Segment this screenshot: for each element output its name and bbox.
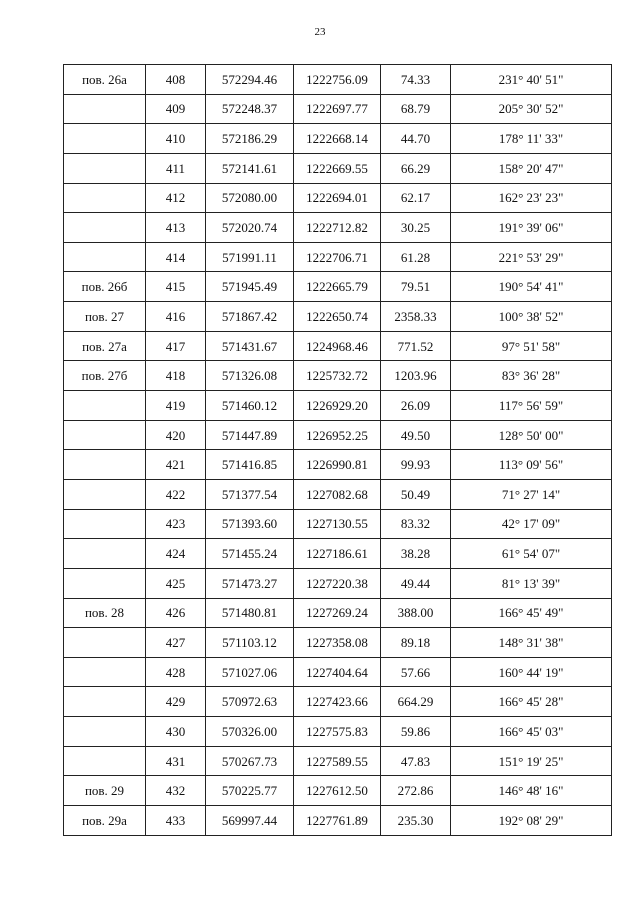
segment-length-cell: 68.79 — [381, 94, 451, 124]
point-number-cell: 424 — [146, 539, 206, 569]
x-coordinate-cell: 571991.11 — [206, 242, 294, 272]
direction-angle-cell: 166° 45' 03" — [451, 717, 612, 747]
y-coordinate-cell: 1227575.83 — [294, 717, 381, 747]
y-coordinate-cell: 1227358.08 — [294, 628, 381, 658]
segment-length-cell: 99.93 — [381, 450, 451, 480]
point-number-cell: 428 — [146, 657, 206, 687]
point-number-cell: 417 — [146, 331, 206, 361]
y-coordinate-cell: 1222665.79 — [294, 272, 381, 302]
table-row — [64, 568, 612, 598]
y-coordinate-cell: 1226929.20 — [294, 391, 381, 421]
point-number-cell: 429 — [146, 687, 206, 717]
turn-label-cell — [64, 628, 146, 658]
x-coordinate-cell: 571455.24 — [206, 539, 294, 569]
direction-angle-cell: 178° 11' 33" — [451, 124, 612, 154]
table-row — [64, 479, 612, 509]
table-row — [64, 302, 612, 332]
segment-length-cell: 79.51 — [381, 272, 451, 302]
point-number-cell: 416 — [146, 302, 206, 332]
table-row — [64, 124, 612, 154]
direction-angle-cell: 162° 23' 23" — [451, 183, 612, 213]
direction-angle-cell: 160° 44' 19" — [451, 657, 612, 687]
point-number-cell: 425 — [146, 568, 206, 598]
table-row — [64, 509, 612, 539]
y-coordinate-cell: 1227269.24 — [294, 598, 381, 628]
x-coordinate-cell: 571945.49 — [206, 272, 294, 302]
point-number-cell: 411 — [146, 153, 206, 183]
point-number-cell: 431 — [146, 746, 206, 776]
x-coordinate-cell: 572080.00 — [206, 183, 294, 213]
point-number-cell: 422 — [146, 479, 206, 509]
y-coordinate-cell: 1222697.77 — [294, 94, 381, 124]
segment-length-cell: 62.17 — [381, 183, 451, 213]
segment-length-cell: 74.33 — [381, 65, 451, 95]
direction-angle-cell: 113° 09' 56" — [451, 450, 612, 480]
segment-length-cell: 83.32 — [381, 509, 451, 539]
segment-length-cell: 664.29 — [381, 687, 451, 717]
table-row — [64, 657, 612, 687]
x-coordinate-cell: 570225.77 — [206, 776, 294, 806]
turn-label-cell — [64, 450, 146, 480]
point-number-cell: 415 — [146, 272, 206, 302]
table-row — [64, 94, 612, 124]
turn-label-cell: пов. 26а — [64, 65, 146, 95]
segment-length-cell: 2358.33 — [381, 302, 451, 332]
direction-angle-cell: 151° 19' 25" — [451, 746, 612, 776]
segment-length-cell: 89.18 — [381, 628, 451, 658]
turn-label-cell: пов. 28 — [64, 598, 146, 628]
direction-angle-cell: 166° 45' 49" — [451, 598, 612, 628]
y-coordinate-cell: 1227220.38 — [294, 568, 381, 598]
direction-angle-cell: 61° 54' 07" — [451, 539, 612, 569]
point-number-cell: 423 — [146, 509, 206, 539]
table-row — [64, 598, 612, 628]
segment-length-cell: 26.09 — [381, 391, 451, 421]
table-row — [64, 450, 612, 480]
table-row — [64, 687, 612, 717]
direction-angle-cell: 71° 27' 14" — [451, 479, 612, 509]
y-coordinate-cell: 1222668.14 — [294, 124, 381, 154]
table-row — [64, 242, 612, 272]
point-number-cell: 427 — [146, 628, 206, 658]
segment-length-cell: 30.25 — [381, 213, 451, 243]
x-coordinate-cell: 571460.12 — [206, 391, 294, 421]
direction-angle-cell: 166° 45' 28" — [451, 687, 612, 717]
table-row — [64, 628, 612, 658]
turn-label-cell — [64, 213, 146, 243]
point-number-cell: 420 — [146, 420, 206, 450]
x-coordinate-cell: 569997.44 — [206, 806, 294, 836]
turn-label-cell — [64, 746, 146, 776]
point-number-cell: 418 — [146, 361, 206, 391]
direction-angle-cell: 128° 50' 00" — [451, 420, 612, 450]
y-coordinate-cell: 1225732.72 — [294, 361, 381, 391]
table-row — [64, 391, 612, 421]
turn-label-cell — [64, 479, 146, 509]
x-coordinate-cell: 571103.12 — [206, 628, 294, 658]
segment-length-cell: 235.30 — [381, 806, 451, 836]
x-coordinate-cell: 571416.85 — [206, 450, 294, 480]
x-coordinate-cell: 572248.37 — [206, 94, 294, 124]
turn-label-cell — [64, 124, 146, 154]
segment-length-cell: 38.28 — [381, 539, 451, 569]
segment-length-cell: 272.86 — [381, 776, 451, 806]
turn-label-cell: пов. 26б — [64, 272, 146, 302]
table-row — [64, 361, 612, 391]
segment-length-cell: 49.50 — [381, 420, 451, 450]
y-coordinate-cell: 1227082.68 — [294, 479, 381, 509]
point-number-cell: 432 — [146, 776, 206, 806]
y-coordinate-cell: 1222712.82 — [294, 213, 381, 243]
turn-label-cell — [64, 242, 146, 272]
segment-length-cell: 1203.96 — [381, 361, 451, 391]
y-coordinate-cell: 1226990.81 — [294, 450, 381, 480]
x-coordinate-cell: 571377.54 — [206, 479, 294, 509]
table-row — [64, 539, 612, 569]
direction-angle-cell: 117° 56' 59" — [451, 391, 612, 421]
turn-label-cell — [64, 568, 146, 598]
direction-angle-cell: 83° 36' 28" — [451, 361, 612, 391]
x-coordinate-cell: 571480.81 — [206, 598, 294, 628]
turn-label-cell — [64, 509, 146, 539]
turn-label-cell — [64, 717, 146, 747]
turn-label-cell: пов. 27 — [64, 302, 146, 332]
direction-angle-cell: 146° 48' 16" — [451, 776, 612, 806]
turn-label-cell — [64, 153, 146, 183]
x-coordinate-cell: 571867.42 — [206, 302, 294, 332]
table-row — [64, 746, 612, 776]
coordinates-table — [63, 64, 612, 836]
turn-label-cell: пов. 29 — [64, 776, 146, 806]
x-coordinate-cell: 571393.60 — [206, 509, 294, 539]
direction-angle-cell: 192° 08' 29" — [451, 806, 612, 836]
table-row — [64, 213, 612, 243]
point-number-cell: 413 — [146, 213, 206, 243]
segment-length-cell: 47.83 — [381, 746, 451, 776]
segment-length-cell: 66.29 — [381, 153, 451, 183]
x-coordinate-cell: 571431.67 — [206, 331, 294, 361]
segment-length-cell: 50.49 — [381, 479, 451, 509]
direction-angle-cell: 190° 54' 41" — [451, 272, 612, 302]
point-number-cell: 430 — [146, 717, 206, 747]
point-number-cell: 412 — [146, 183, 206, 213]
turn-label-cell — [64, 420, 146, 450]
y-coordinate-cell: 1227186.61 — [294, 539, 381, 569]
turn-label-cell — [64, 657, 146, 687]
y-coordinate-cell: 1222694.01 — [294, 183, 381, 213]
table-row — [64, 331, 612, 361]
table-row — [64, 806, 612, 836]
segment-length-cell: 59.86 — [381, 717, 451, 747]
page-number: 23 — [314, 26, 326, 38]
y-coordinate-cell: 1227761.89 — [294, 806, 381, 836]
x-coordinate-cell: 570267.73 — [206, 746, 294, 776]
y-coordinate-cell: 1227423.66 — [294, 687, 381, 717]
point-number-cell: 426 — [146, 598, 206, 628]
x-coordinate-cell: 572294.46 — [206, 65, 294, 95]
y-coordinate-cell: 1227130.55 — [294, 509, 381, 539]
point-number-cell: 410 — [146, 124, 206, 154]
table-row — [64, 272, 612, 302]
direction-angle-cell: 221° 53' 29" — [451, 242, 612, 272]
x-coordinate-cell: 571027.06 — [206, 657, 294, 687]
turn-label-cell: пов. 29а — [64, 806, 146, 836]
point-number-cell: 408 — [146, 65, 206, 95]
x-coordinate-cell: 572020.74 — [206, 213, 294, 243]
table-row — [64, 65, 612, 95]
y-coordinate-cell: 1227589.55 — [294, 746, 381, 776]
y-coordinate-cell: 1222669.55 — [294, 153, 381, 183]
direction-angle-cell: 205° 30' 52" — [451, 94, 612, 124]
x-coordinate-cell: 570326.00 — [206, 717, 294, 747]
coordinates-table-body — [64, 65, 612, 836]
direction-angle-cell: 148° 31' 38" — [451, 628, 612, 658]
turn-label-cell — [64, 687, 146, 717]
turn-label-cell: пов. 27б — [64, 361, 146, 391]
direction-angle-cell: 191° 39' 06" — [451, 213, 612, 243]
segment-length-cell: 61.28 — [381, 242, 451, 272]
turn-label-cell — [64, 391, 146, 421]
y-coordinate-cell: 1222756.09 — [294, 65, 381, 95]
segment-length-cell: 771.52 — [381, 331, 451, 361]
point-number-cell: 421 — [146, 450, 206, 480]
y-coordinate-cell: 1226952.25 — [294, 420, 381, 450]
x-coordinate-cell: 571447.89 — [206, 420, 294, 450]
point-number-cell: 409 — [146, 94, 206, 124]
direction-angle-cell: 81° 13' 39" — [451, 568, 612, 598]
x-coordinate-cell: 571326.08 — [206, 361, 294, 391]
y-coordinate-cell: 1224968.46 — [294, 331, 381, 361]
segment-length-cell: 44.70 — [381, 124, 451, 154]
segment-length-cell: 57.66 — [381, 657, 451, 687]
turn-label-cell: пов. 27а — [64, 331, 146, 361]
direction-angle-cell: 231° 40' 51" — [451, 65, 612, 95]
point-number-cell: 414 — [146, 242, 206, 272]
x-coordinate-cell: 571473.27 — [206, 568, 294, 598]
direction-angle-cell: 158° 20' 47" — [451, 153, 612, 183]
turn-label-cell — [64, 539, 146, 569]
turn-label-cell — [64, 94, 146, 124]
segment-length-cell: 388.00 — [381, 598, 451, 628]
y-coordinate-cell: 1227612.50 — [294, 776, 381, 806]
table-row — [64, 717, 612, 747]
direction-angle-cell: 97° 51' 58" — [451, 331, 612, 361]
y-coordinate-cell: 1222650.74 — [294, 302, 381, 332]
y-coordinate-cell: 1222706.71 — [294, 242, 381, 272]
table-row — [64, 153, 612, 183]
direction-angle-cell: 42° 17' 09" — [451, 509, 612, 539]
x-coordinate-cell: 572186.29 — [206, 124, 294, 154]
turn-label-cell — [64, 183, 146, 213]
point-number-cell: 419 — [146, 391, 206, 421]
table-row — [64, 420, 612, 450]
table-row — [64, 776, 612, 806]
y-coordinate-cell: 1227404.64 — [294, 657, 381, 687]
point-number-cell: 433 — [146, 806, 206, 836]
x-coordinate-cell: 570972.63 — [206, 687, 294, 717]
segment-length-cell: 49.44 — [381, 568, 451, 598]
x-coordinate-cell: 572141.61 — [206, 153, 294, 183]
table-row — [64, 183, 612, 213]
direction-angle-cell: 100° 38' 52" — [451, 302, 612, 332]
